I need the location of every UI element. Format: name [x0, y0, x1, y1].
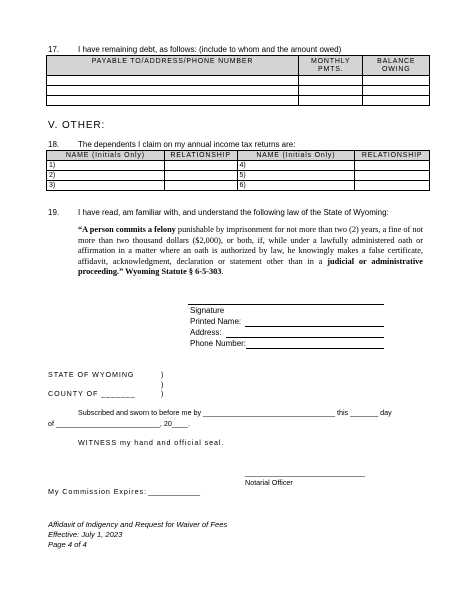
footer-effective-date: Effective: July 1, 2023: [48, 530, 123, 539]
subscribed-sworn-line: Subscribed and sworn to before me by _________________________________ this _______ day: [78, 408, 392, 417]
dependent-number-cell[interactable]: 5): [237, 171, 355, 181]
printed-name-line[interactable]: [245, 326, 384, 327]
item-18-text: The dependents I claim on my annual income tax returns are:: [78, 140, 296, 149]
printed-name-label: Printed Name:: [190, 317, 242, 326]
section-title: V. OTHER:: [48, 120, 106, 131]
quote-open-mark: “: [78, 225, 83, 234]
paren: ): [161, 370, 164, 379]
item-19-number: 19.: [48, 208, 60, 217]
phone-label: Phone Number:: [190, 339, 247, 348]
debt-cell[interactable]: [47, 96, 299, 106]
item-17-text: I have remaining debt, as follows: (include to whom and the amount owed): [78, 45, 342, 54]
signature-line[interactable]: [188, 304, 384, 305]
address-line[interactable]: [226, 337, 384, 338]
dependent-number-cell[interactable]: 6): [237, 181, 355, 191]
dependents-header-relationship-left: RELATIONSHIP: [164, 151, 237, 161]
dependents-header-name-right: NAME (Initials Only): [237, 151, 355, 161]
item-18-number: 18.: [48, 140, 60, 149]
commission-expires-label: My Commission Expires:: [48, 487, 147, 496]
dependent-relationship-cell[interactable]: [164, 181, 237, 191]
dependent-number-cell[interactable]: 3): [47, 181, 165, 191]
witness-statement: WITNESS my hand and official seal.: [78, 438, 225, 447]
debt-table: [46, 55, 430, 106]
dependent-relationship-cell[interactable]: [355, 171, 430, 181]
debt-cell[interactable]: [363, 76, 430, 86]
notarial-officer-line[interactable]: ______________________________: [245, 468, 365, 477]
dependent-relationship-cell[interactable]: [164, 161, 237, 171]
quote-bold-felony: A person commits a felony: [82, 225, 176, 234]
dependent-number-cell[interactable]: 2): [47, 171, 165, 181]
dependents-header-name-left: NAME (Initials Only): [47, 151, 165, 161]
address-label: Address:: [190, 328, 222, 337]
debt-cell[interactable]: [298, 96, 363, 106]
dependents-header-relationship-right: RELATIONSHIP: [355, 151, 430, 161]
county-of: COUNTY OF _______: [48, 389, 136, 398]
dependent-number-cell[interactable]: 4): [237, 161, 355, 171]
phone-line[interactable]: [246, 348, 384, 349]
notarial-officer-label: Notarial Officer: [245, 478, 293, 487]
footer-title: Affidavit of Indigency and Request for Waiver of Fees: [48, 520, 228, 529]
item-19-text: I have read, am familiar with, and understand the following law of the State of Wyoming:: [78, 208, 389, 217]
wyoming-statute-quote: [78, 225, 423, 278]
footer-page-number: Page 4 of 4: [48, 540, 87, 549]
debt-header-balance: BALANCE OWING: [363, 56, 430, 76]
dependent-relationship-cell[interactable]: [355, 181, 430, 191]
dependents-table: [46, 150, 430, 191]
paren: ): [161, 389, 164, 398]
debt-cell[interactable]: [47, 76, 299, 86]
quote-end: .: [221, 267, 224, 277]
dependent-relationship-cell[interactable]: [164, 171, 237, 181]
debt-cell[interactable]: [47, 86, 299, 96]
sworn-date-line: of __________________________, 20____.: [48, 419, 190, 428]
debt-cell[interactable]: [298, 86, 363, 96]
debt-cell[interactable]: [363, 96, 430, 106]
paren: ): [161, 380, 164, 389]
quote-body: punishable by imprisonment for not more than two (2) years, a fine of not more than two thousand dollars ($2,000), or both, if, while under a lawfully administered oath or affirmation in a matter where an oath is authorized by law, he knowingly makes a false certificate, affidavit, acknowledgment, declaration or statement other than in a: [78, 225, 423, 266]
debt-cell[interactable]: [363, 86, 430, 96]
dependent-relationship-cell[interactable]: [355, 161, 430, 171]
signature-label: Signature: [190, 306, 225, 315]
commission-expires-blank[interactable]: _____________: [148, 487, 200, 496]
quote-bold-proceeding: judicial or administrative proceeding.” Wyoming Statute § 6-5-303: [78, 256, 423, 277]
debt-cell[interactable]: [298, 76, 363, 86]
item-17-number: 17.: [48, 45, 60, 54]
debt-header-payable: PAYABLE TO/ADDRESS/PHONE NUMBER: [47, 56, 299, 76]
state-of-wyoming: STATE OF WYOMING: [48, 370, 135, 379]
debt-header-monthly: MONTHLY PMTS.: [298, 56, 363, 76]
dependent-number-cell[interactable]: 1): [47, 161, 165, 171]
